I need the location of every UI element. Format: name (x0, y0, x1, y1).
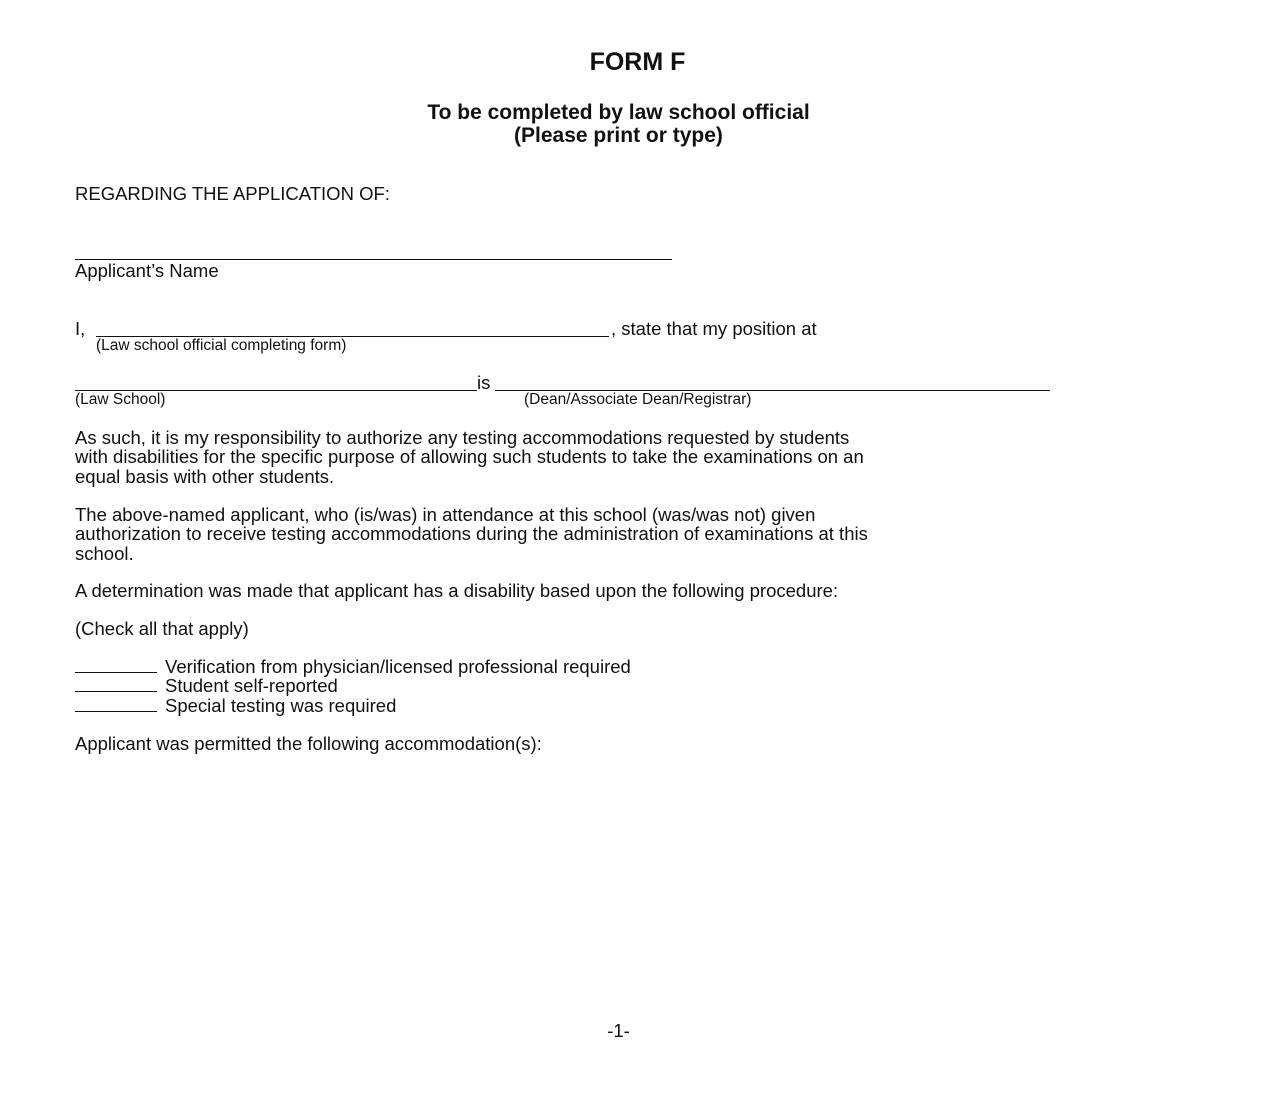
responsibility-paragraph (75, 428, 864, 486)
paragraph2-line2: authorization to receive testing accommodations during the administration of examinations at this (75, 523, 868, 545)
checklist-blank-special-testing[interactable] (75, 711, 157, 712)
determination-text: A determination was made that applicant has a disability based upon the following procedure: (75, 580, 839, 601)
official-prefix: I, (75, 318, 86, 339)
checklist-item (75, 697, 396, 716)
attendance-paragraph (75, 505, 868, 563)
checklist-label-physician: Verification from physician/licensed professional required (165, 656, 631, 677)
position-caption: (Dean/Associate Dean/Registrar) (524, 391, 752, 408)
form-subtitle-line2: (Please print or type) (514, 124, 723, 147)
checklist-item (75, 677, 338, 696)
form-subtitle-line1: To be completed by law school official (427, 101, 810, 124)
law-school-caption: (Law School) (75, 391, 166, 408)
is-word: is (477, 372, 491, 393)
page-number: -1- (607, 1020, 630, 1041)
checklist-blank-self-reported[interactable] (75, 691, 157, 692)
applicant-name-label: Applicant’s Name (75, 260, 219, 281)
form-title: FORM F (589, 48, 686, 76)
regarding-heading: REGARDING THE APPLICATION OF: (75, 183, 390, 204)
accommodations-prompt: Applicant was permitted the following accommodation(s): (75, 733, 542, 754)
checklist-item (75, 658, 631, 677)
paragraph2-line3: school. (75, 542, 134, 564)
official-caption: (Law school official completing form) (96, 337, 347, 354)
paragraph1-line1: As such, it is my responsibility to authorize any testing accommodations requested by students (75, 427, 850, 448)
checklist-label-self-reported: Student self-reported (165, 675, 338, 696)
checklist-blank-physician[interactable] (75, 672, 157, 673)
check-instruction: (Check all that apply) (75, 618, 249, 639)
checklist-label-special-testing: Special testing was required (165, 695, 397, 716)
paragraph2-line1: The above-named applicant, who (is/was) in attendance at this school (was/was not) given (75, 504, 816, 525)
paragraph1-line3: equal basis with other students. (75, 465, 335, 487)
official-suffix: , state that my position at (611, 318, 817, 339)
paragraph1-line2: with disabilities for the specific purpose of allowing such students to take the examinations on an (75, 446, 864, 468)
